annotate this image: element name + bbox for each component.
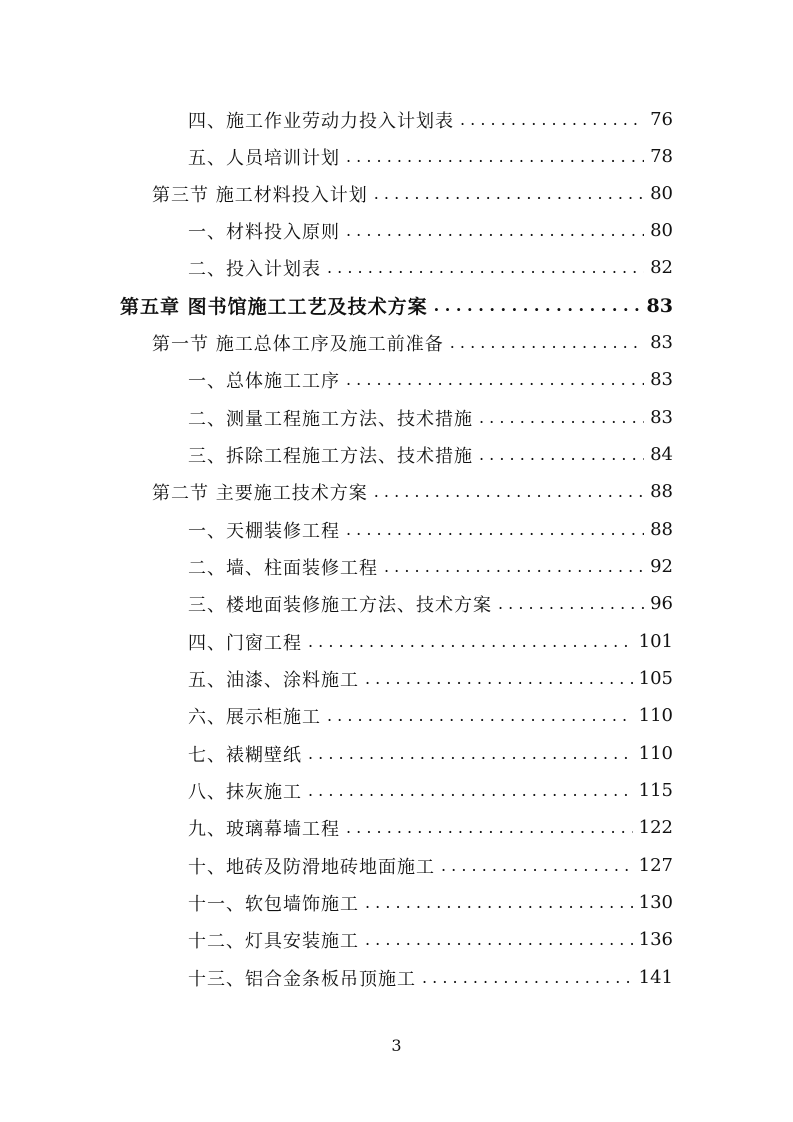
toc-entry[interactable] — [188, 772, 673, 809]
toc-entry-title: 四、施工作业劳动力投入计划表 — [188, 110, 454, 132]
toc-entry-title: 十一、软包墙饰施工 — [188, 893, 359, 915]
toc-entry-page: 83 — [650, 407, 673, 428]
toc-dot-leader — [346, 370, 644, 389]
toc-entry[interactable] — [188, 548, 673, 585]
toc-dot-leader — [327, 258, 644, 277]
toc-entry-page: 130 — [638, 892, 673, 913]
toc-entry-title: 七、裱糊壁纸 — [188, 744, 302, 766]
toc-dot-leader — [422, 968, 633, 987]
toc-entry[interactable] — [188, 884, 673, 921]
toc-entry[interactable] — [188, 847, 673, 884]
toc-entry[interactable] — [188, 623, 673, 660]
toc-dot-leader — [308, 781, 633, 800]
toc-entry-title: 第五章 图书馆施工工艺及技术方案 — [120, 296, 428, 318]
toc-entry-page: 110 — [638, 743, 673, 764]
toc-entry-page: 83 — [650, 369, 673, 390]
toc-entry-page: 122 — [638, 817, 673, 838]
toc-dot-leader — [384, 557, 644, 576]
toc-entry-page: 92 — [650, 556, 673, 577]
toc-entry-page: 127 — [638, 855, 673, 876]
toc-dot-leader — [498, 594, 644, 613]
toc-entry-page: 115 — [638, 780, 673, 801]
toc-entry-title: 十三、铝合金条板吊顶施工 — [188, 968, 416, 990]
toc-entry-page: 105 — [638, 668, 673, 689]
toc-entry-title: 第三节 施工材料投入计划 — [152, 184, 368, 206]
toc-dot-leader — [365, 893, 633, 912]
toc-entry-title: 一、天棚装修工程 — [188, 520, 340, 542]
toc-dot-leader — [374, 184, 644, 203]
toc-dot-leader — [460, 110, 644, 129]
toc-entry-title: 四、门窗工程 — [188, 632, 302, 654]
toc-entry[interactable] — [188, 959, 673, 996]
toc-entry[interactable] — [188, 735, 673, 772]
toc-entry-page: 76 — [650, 109, 673, 130]
toc-entry-page: 82 — [650, 257, 673, 278]
toc-entry-page: 101 — [638, 631, 673, 652]
toc-dot-leader — [479, 445, 644, 464]
toc-entry[interactable] — [188, 361, 673, 398]
toc-entry[interactable] — [188, 436, 673, 473]
toc-dot-leader — [365, 669, 633, 688]
toc-entry-title: 第二节 主要施工技术方案 — [152, 482, 368, 504]
toc-dot-leader — [365, 930, 633, 949]
toc-entry-title: 一、材料投入原则 — [188, 221, 340, 243]
toc-entry-page: 80 — [650, 220, 673, 241]
toc-entry[interactable] — [188, 809, 673, 846]
toc-dot-leader — [374, 482, 644, 501]
toc-dot-leader — [479, 408, 644, 427]
toc-entry[interactable] — [188, 697, 673, 734]
toc-entry[interactable] — [188, 249, 673, 286]
toc-entry-page: 88 — [650, 519, 673, 540]
toc-entry[interactable] — [152, 473, 673, 510]
toc-entry[interactable] — [188, 511, 673, 548]
toc-entry[interactable] — [188, 585, 673, 622]
toc-entry[interactable] — [188, 660, 673, 697]
toc-entry-page: 78 — [650, 146, 673, 167]
toc-entry-title: 三、拆除工程施工方法、技术措施 — [188, 445, 473, 467]
toc-entry[interactable] — [188, 101, 673, 138]
toc-entry-page: 88 — [650, 481, 673, 502]
toc-dot-leader — [441, 856, 633, 875]
toc-entry-chapter[interactable] — [120, 287, 673, 324]
toc-entry-page: 110 — [638, 705, 673, 726]
toc-dot-leader — [434, 296, 641, 315]
toc-entry[interactable] — [152, 324, 673, 361]
toc-dot-leader — [346, 221, 644, 240]
toc-entry-page: 96 — [650, 593, 673, 614]
toc-dot-leader — [308, 632, 633, 651]
toc-dot-leader — [346, 520, 644, 539]
toc-dot-leader — [346, 818, 633, 837]
toc-entry-page: 84 — [650, 444, 673, 465]
toc-entry-title: 三、楼地面装修施工方法、技术方案 — [188, 594, 492, 616]
toc-entry-title: 十、地砖及防滑地砖地面施工 — [188, 856, 435, 878]
toc-entry-page: 80 — [650, 183, 673, 204]
toc-entry-title: 五、人员培训计划 — [188, 147, 340, 169]
toc-entry-title: 六、展示柜施工 — [188, 706, 321, 728]
toc-entry-page: 83 — [646, 294, 673, 317]
toc-entry-title: 八、抹灰施工 — [188, 781, 302, 803]
toc-dot-leader — [327, 706, 633, 725]
toc-entry[interactable] — [188, 921, 673, 958]
toc-dot-leader — [308, 744, 633, 763]
toc-entry-title: 二、投入计划表 — [188, 258, 321, 280]
toc-entry-title: 一、总体施工工序 — [188, 370, 340, 392]
toc-entry-title: 十二、灯具安装施工 — [188, 930, 359, 952]
toc-entry[interactable] — [188, 399, 673, 436]
toc-entry-page: 83 — [650, 332, 673, 353]
toc-entry-title: 二、测量工程施工方法、技术措施 — [188, 408, 473, 430]
toc-entry-title: 第一节 施工总体工序及施工前准备 — [152, 333, 444, 355]
toc-entry-title: 九、玻璃幕墙工程 — [188, 818, 340, 840]
toc-entry[interactable] — [188, 138, 673, 175]
toc-dot-leader — [450, 333, 644, 352]
toc-entry-page: 141 — [638, 967, 673, 988]
toc-entry[interactable] — [188, 212, 673, 249]
toc-dot-leader — [346, 147, 644, 166]
page-number: 3 — [391, 1036, 402, 1055]
toc-entry-page: 136 — [638, 929, 673, 950]
toc-entry[interactable] — [152, 175, 673, 212]
toc-entry-title: 二、墙、柱面装修工程 — [188, 557, 378, 579]
toc-entry-title: 五、油漆、涂料施工 — [188, 669, 359, 691]
